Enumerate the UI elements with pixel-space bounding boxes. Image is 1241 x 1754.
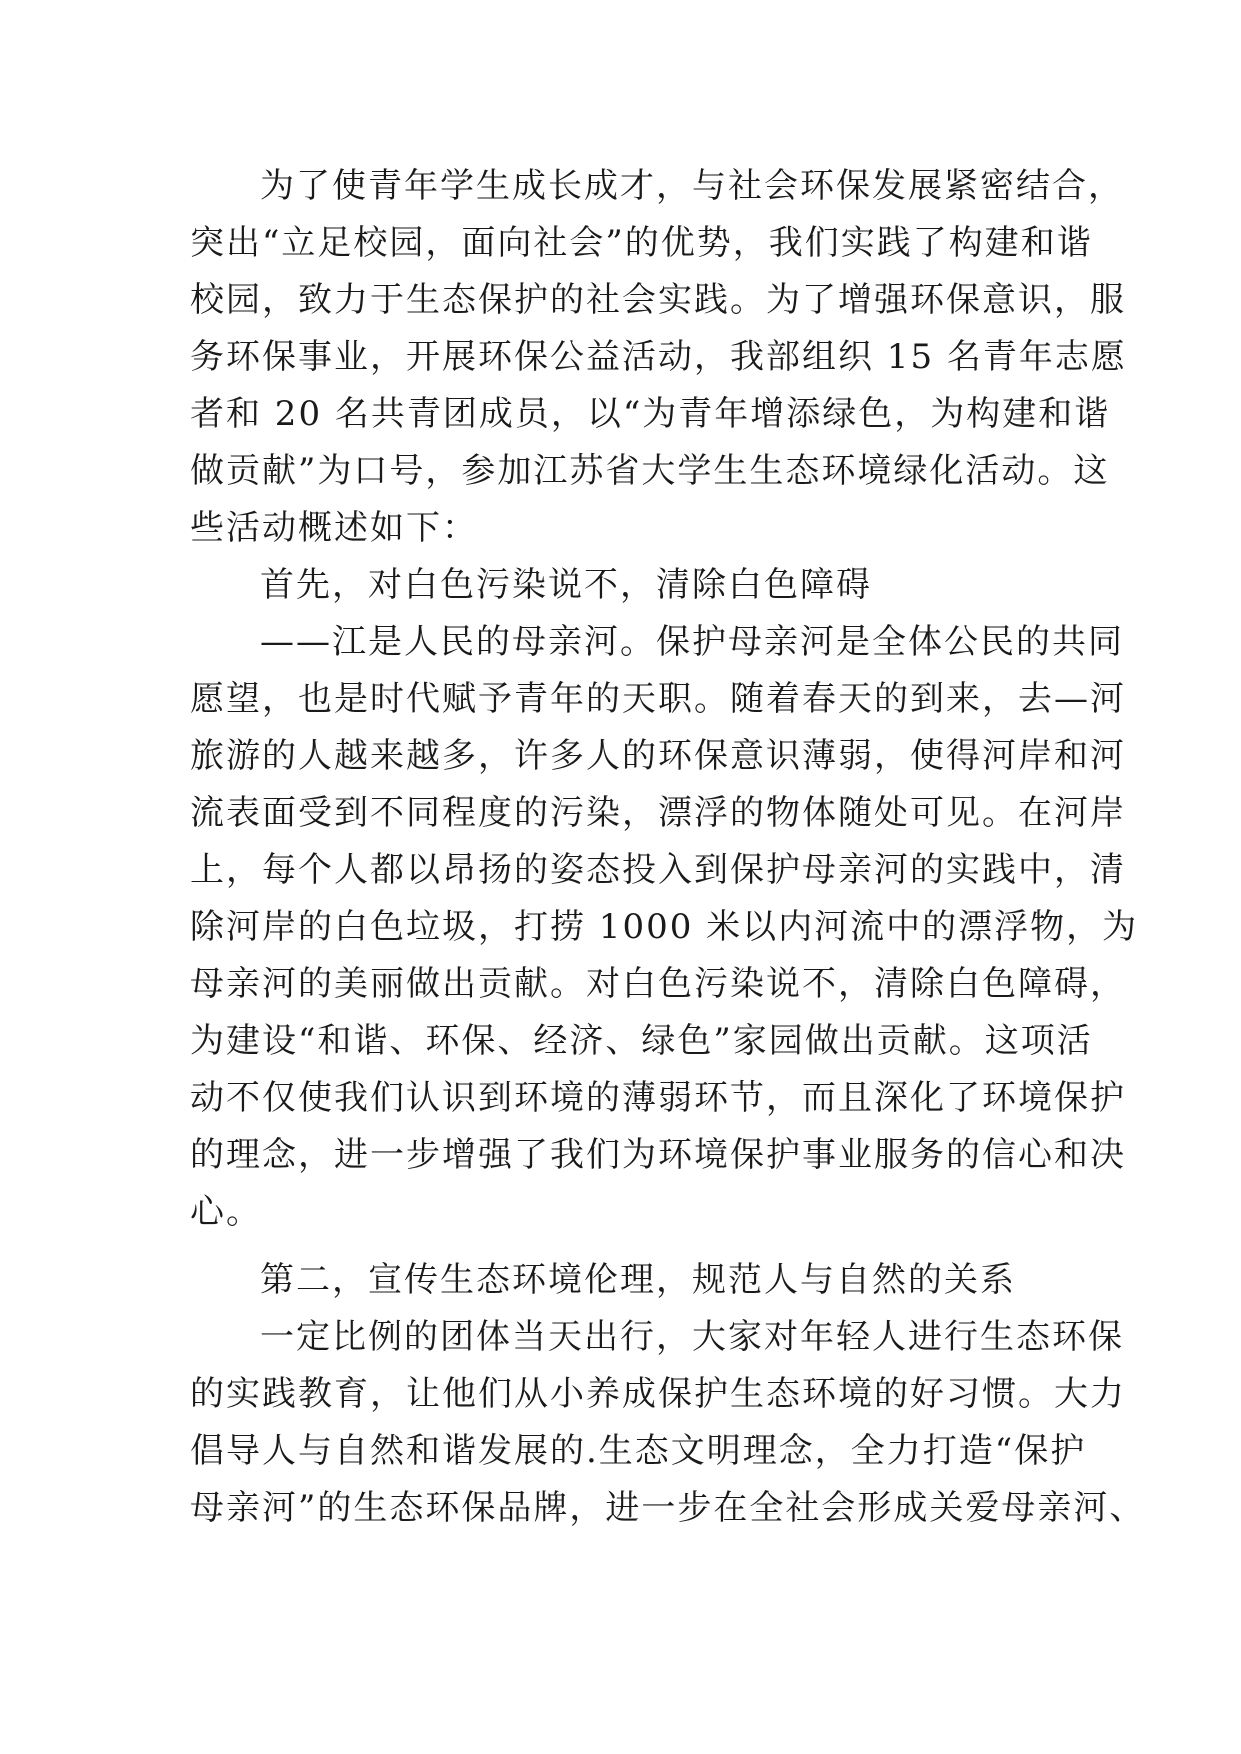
- paragraph-2-line-8: 为建设“和谐、环保、经济、绿色”家园做出贡献。这项活: [190, 1021, 1093, 1061]
- section-heading-2: 第二，宣传生态环境伦理，规范人与自然的关系: [260, 1260, 1016, 1300]
- paragraph-1-line-6: 做贡献”为口号，参加江苏省大学生生态环境绿化活动。这: [190, 451, 1110, 491]
- paragraph-2-line-3: 旅游的人越来越多，许多人的环保意识薄弱，使得河岸和河: [190, 736, 1126, 776]
- paragraph-1-line-1: 为了使青年学生成长成才，与社会环保发展紧密结合，: [260, 166, 1124, 206]
- section-heading-1: 首先，对白色污染说不，清除白色障碍: [260, 565, 872, 605]
- paragraph-2-line-2: 愿望，也是时代赋予青年的天职。随着春天的到来，去—河: [190, 679, 1126, 719]
- paragraph-1-line-3: 校园，致力于生态保护的社会实践。为了增强环保意识，服: [190, 280, 1126, 320]
- paragraph-2-line-6: 除河岸的白色垃圾，打捞 1000 米以内河流中的漂浮物，为: [190, 907, 1139, 947]
- paragraph-2-line-4: 流表面受到不同程度的污染，漂浮的物体随处可见。在河岸: [190, 793, 1126, 833]
- paragraph-3-line-1: 一定比例的团体当天出行，大家对年轻人进行生态环保: [260, 1317, 1124, 1357]
- paragraph-2-line-11: 心。: [190, 1192, 262, 1232]
- paragraph-2-line-5: 上，每个人都以昂扬的姿态投入到保护母亲河的实践中，清: [190, 850, 1126, 890]
- paragraph-3-line-4: 母亲河”的生态环保品牌，进一步在全社会形成关爱母亲河、: [190, 1488, 1146, 1528]
- paragraph-2-line-7: 母亲河的美丽做出贡献。对白色污染说不，清除白色障碍，: [190, 964, 1126, 1004]
- paragraph-3-line-3: 倡导人与自然和谐发展的.生态文明理念，全力打造“保护: [190, 1431, 1087, 1471]
- paragraph-1-line-2: 突出“立足校园，面向社会”的优势，我们实践了构建和谐: [190, 223, 1093, 263]
- paragraph-2-line-9: 动不仅使我们认识到环境的薄弱环节，而且深化了环境保护: [190, 1078, 1126, 1118]
- paragraph-2-line-10: 的理念，进一步增强了我们为环境保护事业服务的信心和决: [190, 1135, 1126, 1175]
- paragraph-1-line-7: 些活动概述如下：: [190, 508, 478, 548]
- paragraph-3-line-2: 的实践教育，让他们从小养成保护生态环境的好习惯。大力: [190, 1374, 1126, 1414]
- paragraph-1-line-5: 者和 20 名共青团成员，以“为青年增添绿色，为构建和谐: [190, 394, 1111, 434]
- paragraph-2-line-1: ——江是人民的母亲河。保护母亲河是全体公民的共同: [260, 622, 1124, 662]
- paragraph-1-line-4: 务环保事业，开展环保公益活动，我部组织 15 名青年志愿: [190, 337, 1127, 377]
